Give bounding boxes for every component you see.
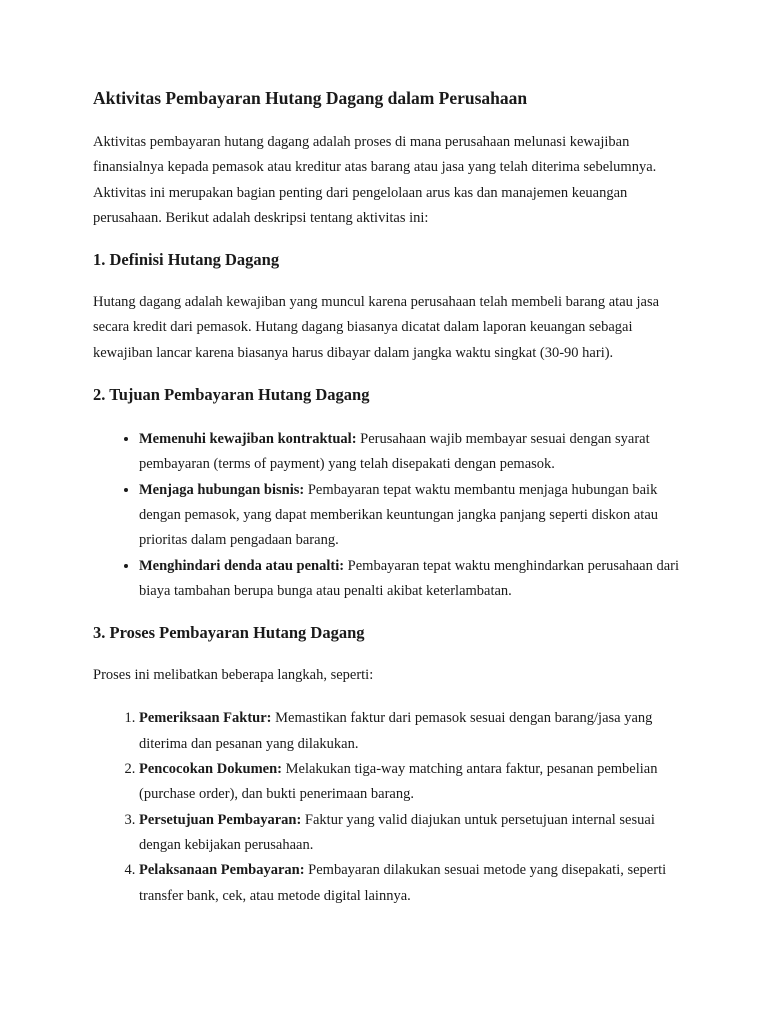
section-paragraph-definisi: Hutang dagang adalah kewajiban yang muncul karena perusahaan telah membeli barang atau jasa secara kredit dari pemasok. Hutang dagang biasanya dicatat dalam laporan keuangan sebagai kewajiban lancar karena biasanya harus dibayar dalam jangka waktu singkat (30-90 hari). (93, 294, 660, 361)
list-item-term: Persetujuan Pembayaran: (139, 811, 302, 828)
list-item-term: Menjaga hubungan bisnis: (139, 481, 305, 498)
list-item (139, 478, 683, 554)
section-heading-proses: 3. Proses Pembayaran Hutang Dagang (93, 623, 365, 643)
intro-paragraph: Aktivitas pembayaran hutang dagang adalah proses di mana perusahaan melunasi kewajiban finansialnya kepada pemasok atau kreditur atas barang atau jasa yang telah diterima sebelumnya. Aktivitas ini merupakan bagian penting dari pengelolaan arus kas dan manajemen keuangan perusahaan. Berikut adalah deskripsi tentang aktivitas ini: (93, 134, 657, 226)
document-title: Aktivitas Pembayaran Hutang Dagang dalam Perusahaan (93, 88, 528, 108)
list-item-text: Faktur yang valid diajukan untuk persetujuan internal sesuai dengan kebijakan perusahaan. (139, 811, 655, 853)
document-page (93, 86, 683, 909)
list-item (139, 554, 683, 605)
list-item (139, 757, 683, 808)
list-item-text: Pembayaran dilakukan sesuai metode yang disepakati, seperti transfer bank, cek, atau metode digital lainnya. (139, 862, 667, 904)
list-item-term: Pemeriksaan Faktur: (139, 710, 272, 727)
section-intro-proses: Proses ini melibatkan beberapa langkah, seperti: (93, 667, 374, 684)
list-item-term: Pencocokan Dokumen: (139, 761, 282, 778)
list-item-text: Pembayaran tepat waktu membantu menjaga hubungan baik dengan pemasok, yang dapat memberikan keuntungan jangka panjang seperti diskon atau prioritas dalam pengadaan barang. (139, 481, 659, 549)
list-item-text: Melakukan tiga-way matching antara faktur, pesanan pembelian (purchase order), dan bukti penerimaan barang. (139, 761, 658, 803)
list-item-term: Pelaksanaan Pembayaran: (139, 862, 305, 879)
list-item-text: Memastikan faktur dari pemasok sesuai dengan barang/jasa yang diterima dan pesanan yang dilakukan. (139, 710, 653, 752)
list-item (139, 808, 683, 859)
list-item (139, 427, 683, 478)
section-heading-definisi: 1. Definisi Hutang Dagang (93, 250, 280, 270)
section-heading-tujuan: 2. Tujuan Pembayaran Hutang Dagang (93, 385, 370, 405)
tujuan-bullet-list (93, 427, 683, 604)
list-item-term: Memenuhi kewajiban kontraktual: (139, 431, 357, 448)
list-item-term: Menghindari denda atau penalti: (139, 557, 345, 574)
list-item-text: Perusahaan wajib membayar sesuai dengan syarat pembayaran (terms of payment) yang telah disepakati dengan pemasok. (139, 431, 650, 473)
proses-numbered-list (93, 706, 683, 908)
list-item (139, 858, 683, 909)
list-item-text: Pembayaran tepat waktu menghindarkan perusahaan dari biaya tambahan berupa bunga atau penalti akibat keterlambatan. (139, 557, 680, 599)
list-item (139, 706, 683, 757)
